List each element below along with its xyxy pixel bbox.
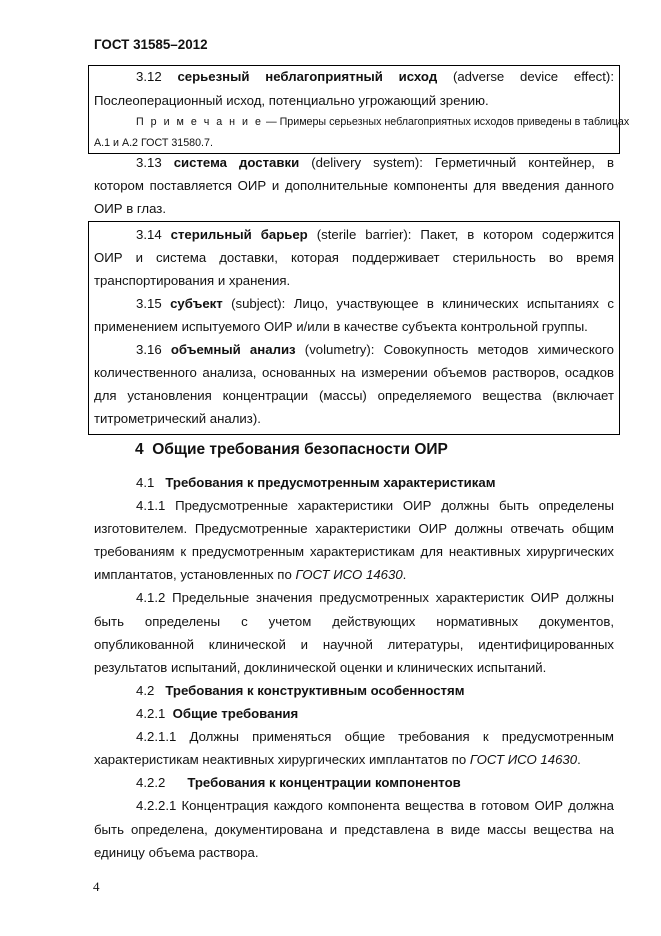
para-text: характеристикам неактивных хирургических имплантатов по [94, 752, 467, 767]
term-3-13-line-2: котором поставляется ОИР и дополнительные компоненты для введения данного [94, 178, 614, 193]
para-4-2-2-1-line-1: 4.2.2.1 Концентрация каждого компонента вещества в готовом ОИР должна [136, 798, 614, 813]
term-text: (sterile barrier): Пакет, в котором содержится [316, 227, 615, 242]
term-number: 3.16 [136, 342, 162, 357]
section-4-1-heading [94, 475, 614, 491]
term-title: система доставки [173, 155, 300, 170]
term-3-14-line-3: транспортирования и хранения. [94, 273, 291, 288]
para-4-2-2-1-line-2: быть определена, документирована и представлена в виде массы вещества на [94, 822, 614, 837]
para-4-1-2-line-2: быть определены с учетом действующих нормативных документов, [94, 614, 614, 629]
para-text-end: . [577, 752, 581, 767]
para-4-1-1-line-4 [94, 567, 614, 583]
para-4-1-1-line-1: 4.1.1 Предусмотренные характеристики ОИР должны быть определены [136, 498, 614, 513]
term-text: (volumetry): Совокупность методов химического [304, 342, 614, 357]
term-3-16-line-2: количественного анализа, основанных на измерении объемов растворов, осадков [94, 365, 614, 380]
section-title: Требования к конструктивным особенностям [165, 683, 465, 698]
section-4-2-heading [94, 683, 614, 699]
section-title: Требования к предусмотренным характеристикам [165, 475, 496, 490]
term-3-15-line-2: применением испытуемого ОИР и/или в качестве субъекта контрольной группы. [94, 319, 588, 334]
term-title: стерильный барьер [170, 227, 308, 242]
para-4-1-2-line-4: результатов испытаний, доклинической оценки и клинических испытаний. [94, 660, 547, 675]
term-3-12-line-1 [94, 69, 614, 85]
section-title: Общие требования [172, 706, 299, 721]
section-number: 4.1 [136, 475, 155, 490]
para-4-1-1-line-2: изготовителем. Предусмотренные характеристики ОИР должны отвечать общим [94, 521, 614, 536]
standard-reference: ГОСТ ИСО 14630 [469, 752, 578, 767]
para-4-2-2-1-line-3: единицу объема раствора. [94, 845, 259, 860]
term-3-13-line-1 [94, 155, 614, 171]
term-number: 3.13 [136, 155, 162, 170]
term-title: объемный анализ [170, 342, 296, 357]
term-text: (subject): Лицо, участвующее в клинических испытаниях с [231, 296, 614, 311]
term-text: (delivery system): Герметичный контейнер, в [311, 155, 614, 170]
term-3-15-line-1 [94, 296, 614, 312]
term-3-12-definition: Послеоперационный исход, потенциально угрожающий зрению. [94, 93, 489, 108]
note-3-12-line-2: А.1 и А.2 ГОСТ 31580.7. [94, 137, 213, 149]
para-4-1-2-line-3: опубликованной клинической и научной литературы, идентифицированных [94, 637, 614, 652]
term-title: субъект [170, 296, 223, 311]
para-4-1-2-line-1: 4.1.2 Предельные значения предусмотренных характеристик ОИР должны [136, 590, 614, 605]
term-number: 3.12 [136, 69, 162, 84]
term-3-16-line-1 [94, 342, 614, 358]
page-number: 4 [93, 879, 100, 894]
standard-reference: ГОСТ ИСО 14630 [295, 567, 403, 582]
term-number: 3.15 [136, 296, 162, 311]
note-3-12-line-1 [94, 114, 630, 130]
note-text: — Примеры серьезных неблагоприятных исходов приведены в таблицах [265, 116, 630, 128]
document-header: ГОСТ 31585–2012 [94, 37, 208, 52]
para-4-2-1-1-line-1: 4.2.1.1 Должны применяться общие требования к предусмотренным [136, 729, 614, 744]
term-3-14-line-1 [94, 227, 614, 243]
section-number: 4.2.1 [136, 706, 166, 721]
term-3-13-line-3: ОИР в глаз. [94, 201, 166, 216]
section-4-2-2-heading [94, 775, 614, 791]
para-4-1-1-line-3: требованиям к предусмотренным характеристикам для неактивных хирургических [94, 544, 614, 559]
term-english: (adverse device effect): [452, 69, 614, 84]
section-4-2-1-heading [94, 706, 614, 722]
term-3-14-line-2: ОИР и система доставки, которая поддерживает стерильность во время [94, 250, 614, 265]
note-label: П р и м е ч а н и е [136, 116, 263, 128]
term-title: серьезный неблагоприятный исход [177, 69, 438, 84]
section-title: Требования к концентрации компонентов [187, 775, 461, 790]
para-4-2-1-1-line-2 [94, 752, 614, 768]
para-text: имплантатов, установленных по [94, 567, 292, 582]
section-number: 4.2.2 [136, 775, 166, 790]
section-4-heading: 4 Общие требования безопасности ОИР [135, 441, 448, 458]
term-3-16-line-4: титрометрический анализ). [94, 411, 261, 426]
term-3-16-line-3: для установления концентрации (массы) определяемого вещества (включает [94, 388, 614, 403]
section-number: 4.2 [136, 683, 155, 698]
term-number: 3.14 [136, 227, 162, 242]
para-text-end: . [402, 567, 407, 582]
